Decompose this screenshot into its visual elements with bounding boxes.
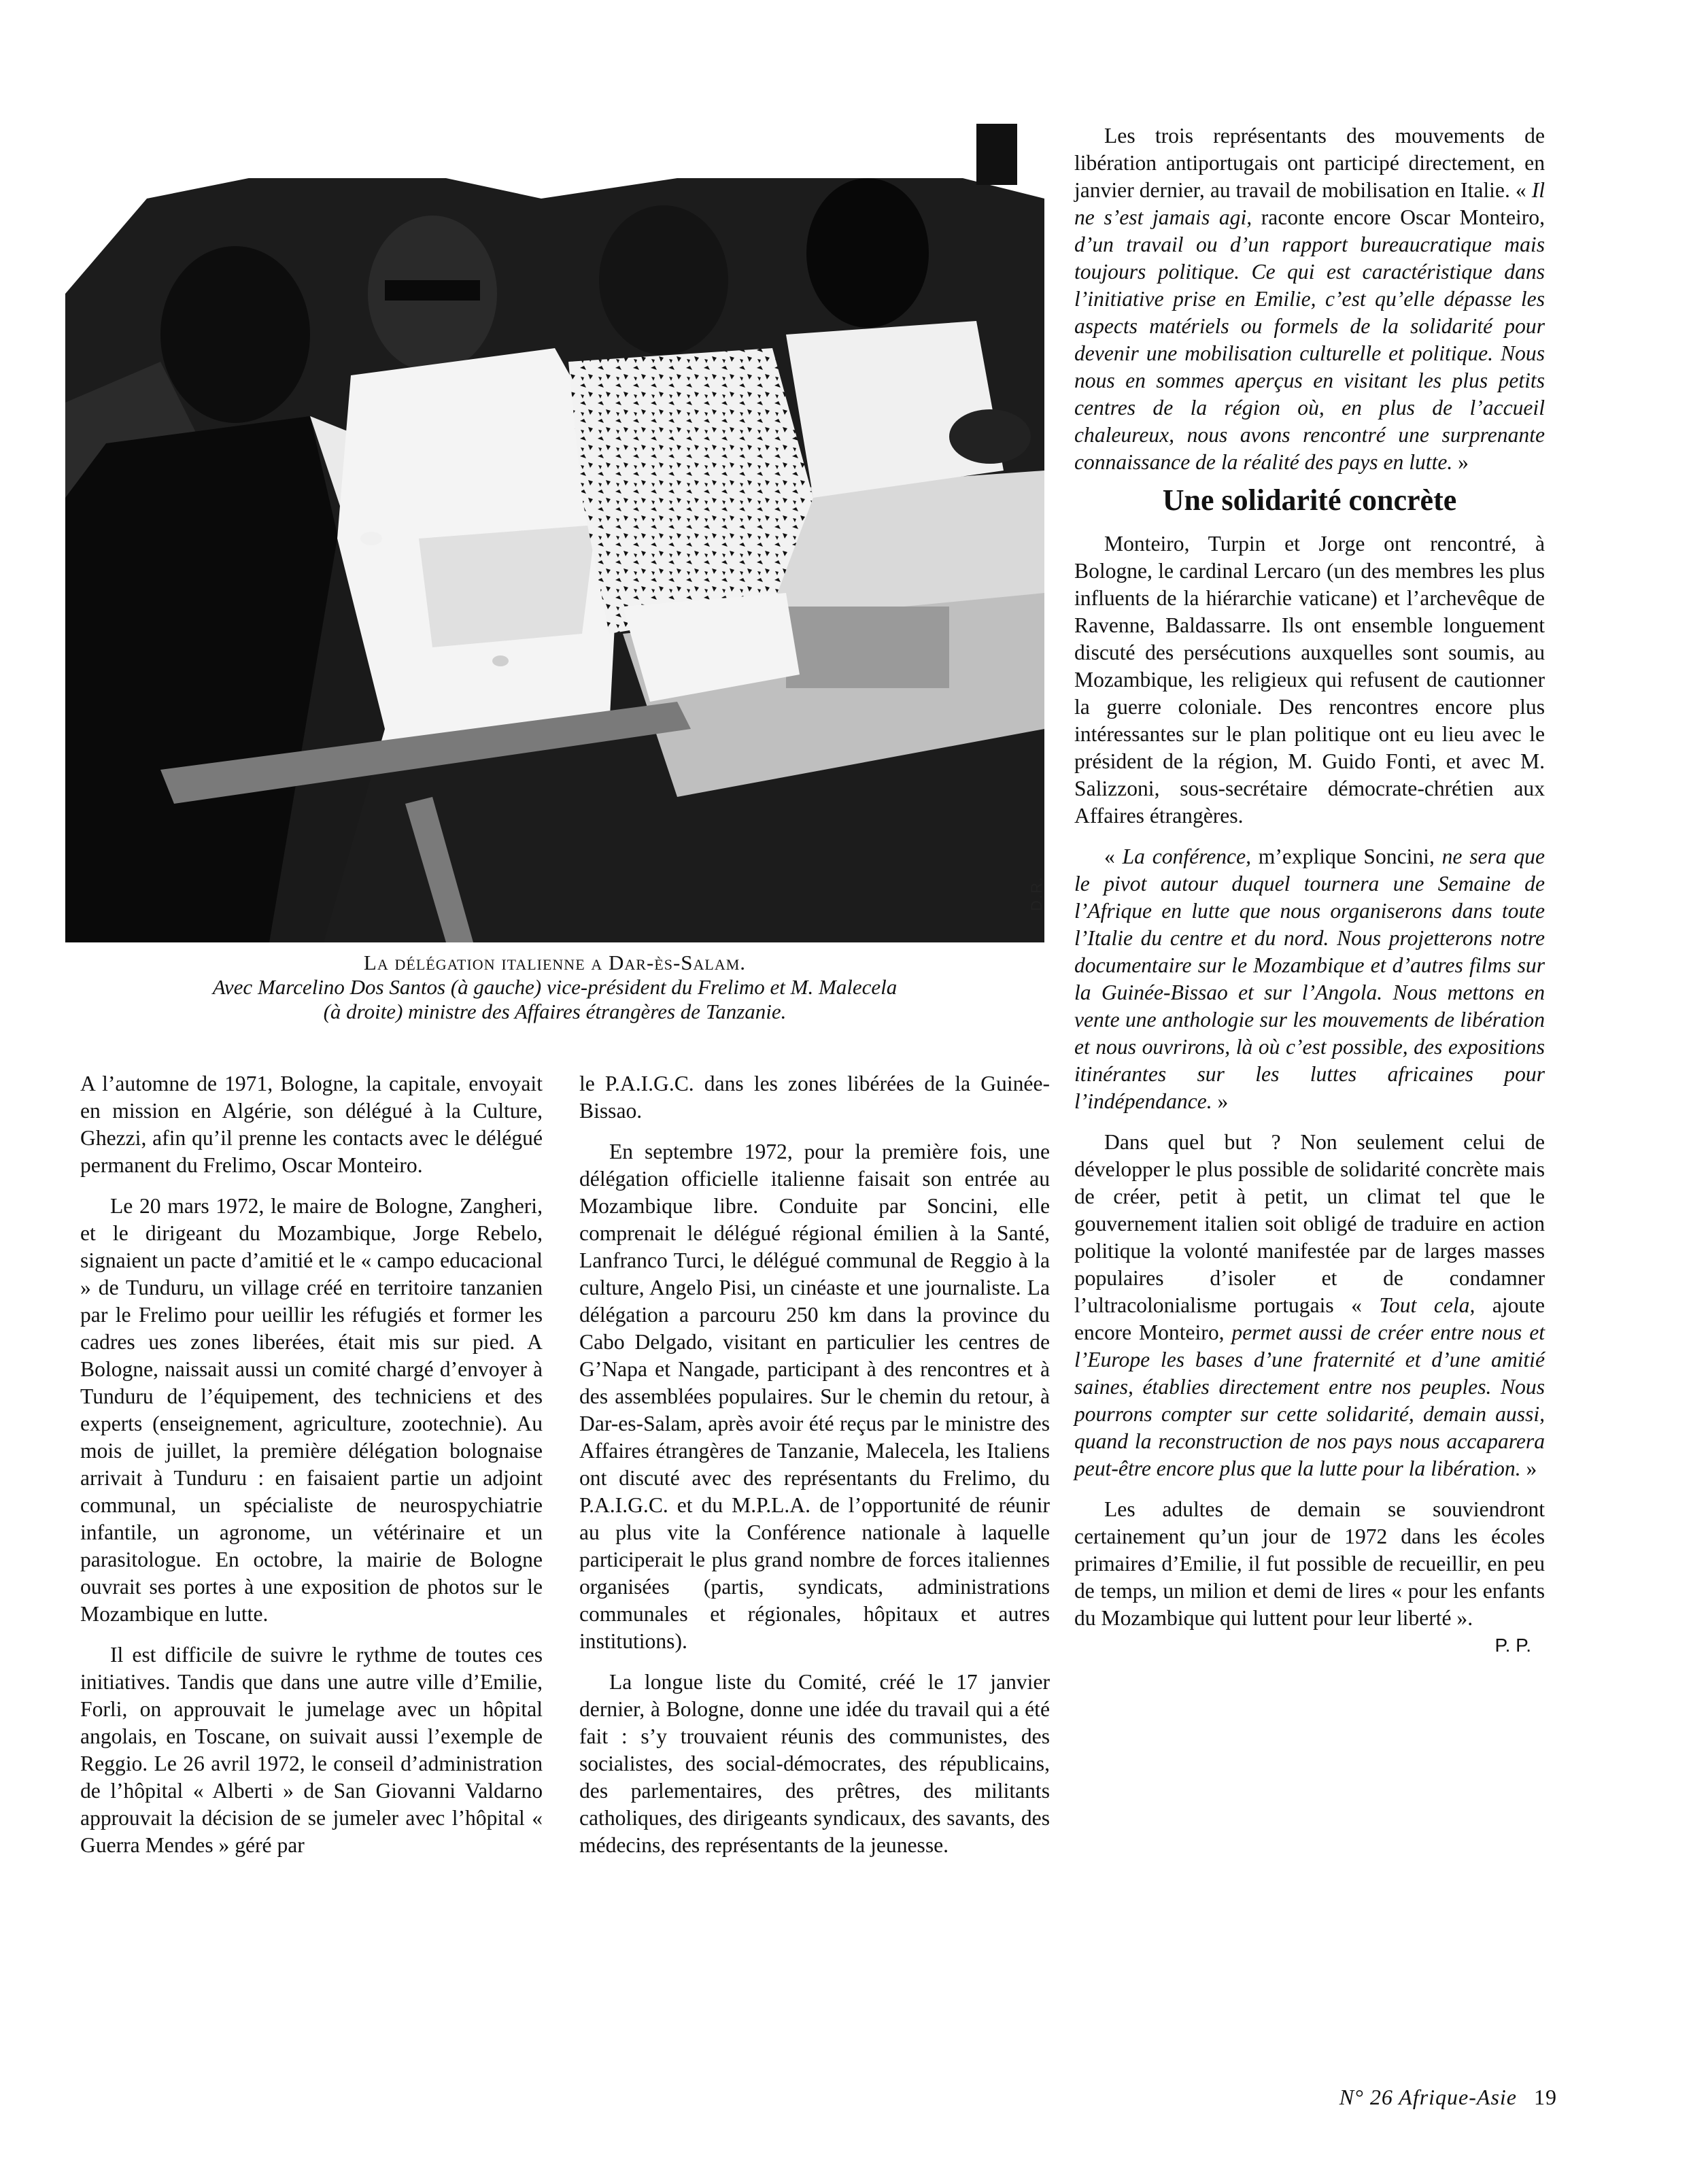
text-run: raconte encore Oscar Monteiro, [1252, 205, 1545, 229]
paragraph: Les adultes de demain se souviendront certainement qu’un jour de 1972 dans les écoles primaires d’Emilie, il fut possible de recueillir, en peu de temps, un milion et demi de lires « pour les enfants du Mozambique qui luttent pour leur liberté ». [1074, 1497, 1545, 1630]
meeting-photo [65, 117, 1044, 942]
paragraph: Monteiro, Turpin et Jorge ont rencontré, à Bologne, le cardinal Lercaro (un des membres les plus influents de la hiérarchie vaticane) et l’archevêque de Ravenne, Baldassarre. Ils ont ensemble longuement discuté des persécutions auxquelles sont soumis, au Mozambique, les religieux qui refusent de cautionner la guerre coloniale. Des rencontres encore plus intéressantes sur le plan politique ont eu lieu avec le président de la région, M. Guido Fonti, et avec M. Salizzoni, sous-secrétaire démocrate-chrétien aux Affaires étrangères. [1074, 532, 1545, 828]
italic-quote: ne sera que le pivot autour duquel tournera une Semaine de l’Afrique en lutte que nous organiserons dans toute l’Italie du centre et du nord. Nous projetterons notre documentaire sur le Mozambique et d’autres films sur la Guinée-Bissao et sur l’Angola. Nous mettons en vente une anthologie sur les mouvements de libération et nous ouvrirons, là où c’est possible, des expositions itinérantes sur les luttes africaines pour l’indépendance. [1074, 845, 1545, 1113]
author-signature: P. P. [1494, 1635, 1531, 1656]
paragraph: Le 20 mars 1972, le maire de Bologne, Zangheri, et le dirigeant du Mozambique, Jorge Rebelo, signaient un pacte d’amitié et le « campo educacional » de Tunduru, un village créé en territoire tanzanien par le Frelimo pour ueillir les réfugiés et former les cadres ues zones liberées, était mis sur pied. A Bologne, naissait aussi un comité chargé d’envoyer à Tunduru de l’équipement, des techniciens et des experts (enseignement, agriculture, zootechnie). Au mois de juillet, la première délégation bolognaise arrivait à Tunduru : en faisaient partie un adjoint communal, un spécialiste de neurospychiatrie infantile, un agronome, un vétérinaire et un parasitologue. En octobre, la mairie de Bologne ouvrait ses portes à une exposition de photos sur le Mozambique en lutte. [80, 1194, 543, 1626]
paragraph: En septembre 1972, pour la première fois, une délégation officielle italienne faisait son entrée au Mozambique libre. Conduite par Soncini, elle comprenait le délégué régional émilien à la Santé, Lanfranco Turci, le délégué communal de Reggio à la culture, Angelo Pisi, un cinéaste et une journaliste. La délégation a parcouru 250 km dans la province du Cabo Delgado, visitant en particulier les centres de G’Napa et Nangade, participant à des rencontres et à des assemblées populaires. Sur le chemin du retour, à Dar-es-Salam, après avoir été reçus par le ministre des Affaires étrangères de Tanzanie, Malecela, les Italiens ont discuté avec des représentants du Frelimo, du P.A.I.G.C. et du M.P.L.A. de l’opportunité de réunir au plus vite la Conférence nationale à laquelle participerait le plus grand nombre de forces italiennes organisées (partis, syndicats, administrations communales et régionales, hôpitaux et autres institutions). [579, 1140, 1050, 1653]
text-run: Dans quel but ? Non seulement celui de développer le plus possible de solidarité concrète mais de créer, petit à petit, un climat tel que le gouvernement italien soit obligé de traduire en action politique la volonté manifestée par de larges masses populaires d’isoler et de condamner l’ultracolonialisme portugais « [1074, 1130, 1545, 1317]
text-run: m’explique Soncini, [1251, 845, 1442, 868]
paragraph [1074, 843, 1545, 1115]
photo-credit: D.R. [1028, 876, 1045, 911]
paragraph: le P.A.I.G.C. dans les zones libérées de la Guinée-Bissao. [579, 1072, 1050, 1123]
text-run: « [1104, 845, 1123, 868]
meeting-photo-illustration [65, 117, 1044, 942]
caption-title: La délégation italienne a Dar-ès-Salam. [363, 951, 747, 974]
text-run: » [1452, 450, 1469, 474]
photo-caption [65, 951, 1044, 1024]
text-run: » [1520, 1456, 1537, 1480]
paragraph [1074, 1129, 1545, 1482]
text-run: ajoute encore Monteiro, [1074, 1293, 1545, 1344]
middle-column [579, 1070, 1050, 1859]
text-run: » [1212, 1089, 1229, 1113]
paragraph: A l’automne de 1971, Bologne, la capitale, envoyait en mission en Algérie, son délégué à la Culture, Ghezzi, afin qu’il prenne les contacts avec le délégué permanent du Frelimo, Oscar Monteiro. [80, 1072, 543, 1177]
section-heading: Une solidarité concrète [1162, 483, 1457, 517]
paragraph: Il est difficile de suivre le rythme de toutes ces initiatives. Tandis que dans une autre ville d’Emilie, Forli, on approuvait le jumelage avec un hôpital angolais, en Toscane, on suivait aussi l’exemple de Reggio. Le 26 avril 1972, le conseil d’administration de l’hôpital « Alberti » de San Giovanni Valdarno approuvait la décision de se jumeler avec l’hôpital « Guerra Mendes » géré par [80, 1643, 543, 1857]
page-footer [1265, 2085, 1557, 2110]
caption-text: Avec Marcelino Dos Santos (à gauche) vice-président du Frelimo et M. Malecela (à droite) ministre des Affaires étrangères de Tanzanie. [212, 975, 898, 1023]
magazine-name: Afrique-Asie [1399, 2085, 1517, 2109]
issue-number: N° 26 [1339, 2085, 1393, 2109]
italic-quote: Tout cela, [1379, 1293, 1475, 1317]
paragraph: La longue liste du Comité, créé le 17 janvier dernier, à Bologne, donne une idée du travail qui a été fait : s’y trouvaient réunis des communistes, des socialistes, des social-démocrates, des républicains, des parlementaires, des prêtres, des militants catholiques, des dirigeants syndicaux, des savants, des médecins, des représentants de la jeunesse. [579, 1670, 1050, 1857]
right-column [1074, 122, 1545, 1659]
italic-quote: La conférence, [1122, 845, 1251, 868]
italic-quote: d’un travail ou d’un rapport bureaucratique mais toujours politique. Ce qui est caractéristique dans l’initiative prise en Emilie, c’est qu’elle dépasse les aspects matériels ou formels de la solidarité pour devenir une mobilisation culturelle et politique. Nous nous en sommes aperçus en visitant les plus petits centres de la région où, en plus de l’accueil chaleureux, nous avons rencontré une surprenante connaissance de la réalité des pays en lutte. [1074, 233, 1545, 474]
paragraph [1074, 122, 1545, 476]
italic-quote: Il ne s’est jamais agi, [1074, 178, 1545, 229]
page-number: 19 [1534, 2085, 1557, 2109]
italic-quote: permet aussi de créer entre nous et l’Europe les bases d’une fraternité et d’une amitié saines, établies directement entre nos peuples. Nous pourrons compter sur cette solidarité, demain aussi, quand la reconstruction de nos pays nous accaparera peut-être encore plus que la lutte pour la libération. [1074, 1320, 1545, 1480]
text-run: Les trois représentants des mouvements de libération antiportugais ont participé directement, en janvier dernier, au travail de mobilisation en Italie. « [1074, 124, 1545, 202]
left-column [80, 1070, 543, 1859]
